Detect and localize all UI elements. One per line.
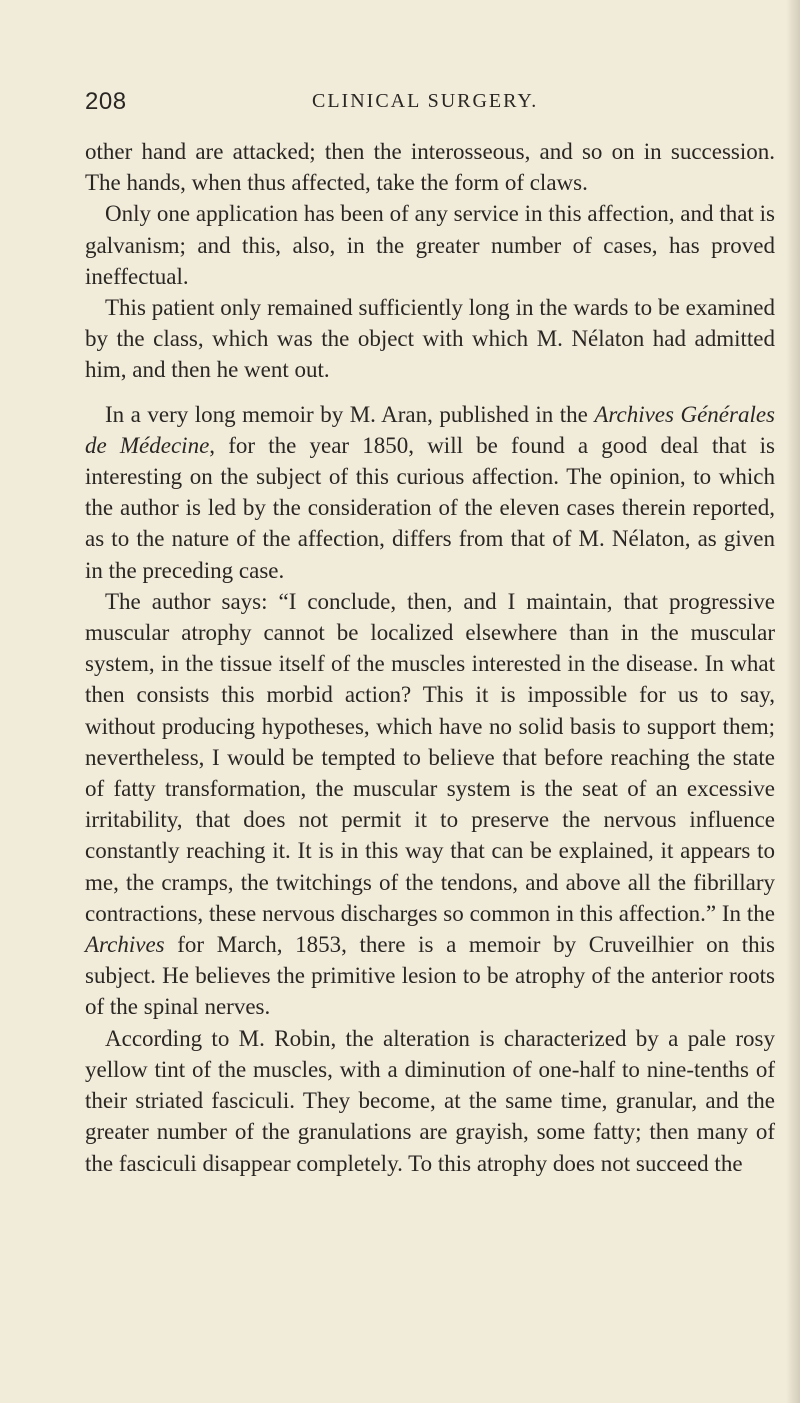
section-gap [85, 386, 775, 399]
paragraph-6: According to M. Robin, the alteration is characterized by a pale rosy yellow tint of the muscles, with a diminution of one-half to nine-tenths of their striated fasciculi. They become, at the same time, granular, and the greater number of the granulations are grayish, some fatty; then many of the fasciculi disappear completely. To this atrophy does not succeed the [85, 1025, 775, 1176]
paragraph-5-text-b: for March, 1853, there is a memoir by Cruveilhier on this subject. He believes the primitive lesion to be atrophy of the anterior roots of the spinal nerves. [85, 932, 775, 1020]
paragraph-3: This patient only remained sufficiently long in the wards to be examined by the class, which was the object with which M. Nélaton had admitted him, and then he went out. [85, 295, 775, 383]
journal-title-archives-generales: Archives Générales de Médecine [85, 401, 775, 458]
paragraph-5-text-a: The author says: “I conclude, then, and I maintain, that progressive muscular atrophy cannot be localized elsewhere than in the muscular system, in the tissue itself of the muscles interested in the disease. In what then consists this morbid action? This it is impossible for us to say, without producing hypotheses, which have no solid basis to support them; nevertheless, I would be tempted to believe that before reaching the state of fatty transformation, the muscular system is the seat of an excessive irritability, that does not permit it to preserve the nervous influence constantly reaching it. It is in this way that can be explained, it appears to me, the cramps, the twitchings of the tendons, and above all the fibrillary contractions, these nervous discharges so common in this affection.” In the [85, 588, 775, 926]
body-text [85, 136, 775, 1179]
paragraph-4-text-a: In a very long memoir by M. Aran, published in the [105, 401, 595, 427]
paragraph-4 [85, 399, 775, 586]
running-head: CLINICAL SURGERY. [312, 90, 539, 112]
paragraph-1: other hand are attacked; then the interosseous, and so on in succession. The hands, when thus affected, take the form of claws. [85, 139, 775, 196]
page-number: 208 [85, 88, 127, 115]
paragraph-5 [85, 586, 775, 1023]
paragraph-2: Only one application has been of any service in this affection, and that is galvanism; and this, also, in the greater number of cases, has proved ineffectual. [85, 201, 775, 289]
page-header [85, 88, 775, 118]
paragraph-4-text-b: , for the year 1850, will be found a good deal that is interesting on the subject of this curious affection. The opinion, to which the author is led by the consideration of the eleven cases therein reported, as to the nature of the affection, differs from that of M. Nélaton, as given in the preceding case. [85, 432, 775, 583]
journal-title-archives: Archives [85, 932, 165, 958]
page-edge-shadow [786, 0, 800, 1403]
